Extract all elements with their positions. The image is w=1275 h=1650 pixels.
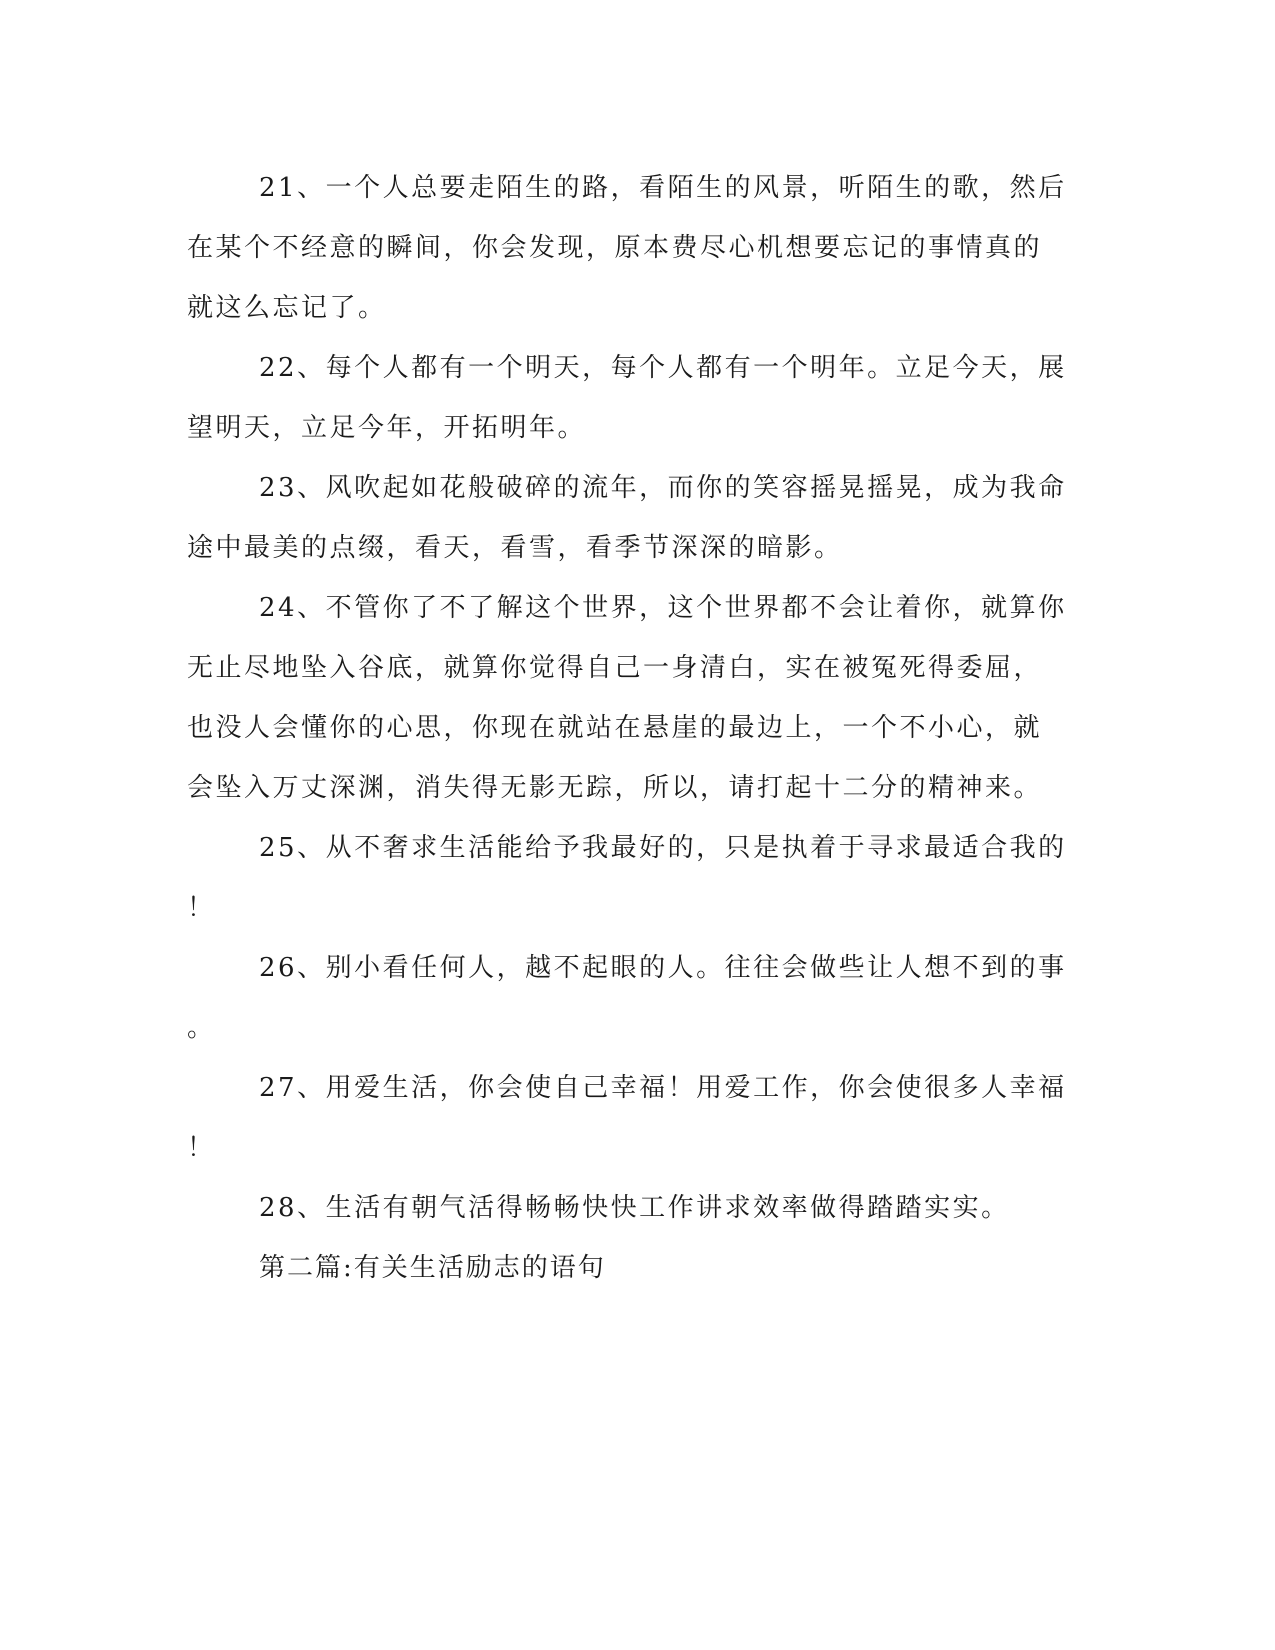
paragraph-27-line-1: 27、用爱生活，你会使自己幸福！用爱工作，你会使很多人幸福 [259,1073,1067,1103]
paragraph-24-line-3: 也没人会懂你的心思，你现在就站在悬崖的最边上，一个不小心，就 [187,713,1043,743]
paragraph-28-line-1: 28、生活有朝气活得畅畅快快工作讲求效率做得踏踏实实。 [259,1193,1010,1223]
paragraph-22-line-2: 望明天，立足今年，开拓明年。 [187,413,587,443]
paragraph-23-line-1: 23、风吹起如花般破碎的流年，而你的笑容摇晃摇晃，成为我命 [259,473,1067,503]
paragraph-25-line-1: 25、从不奢求生活能给予我最好的，只是执着于寻求最适合我的 [259,833,1067,863]
paragraph-22-line-1: 22、每个人都有一个明天，每个人都有一个明年。立足今天，展 [259,353,1067,383]
paragraph-26-line-2: 。 [187,1013,216,1043]
paragraph-24-line-2: 无止尽地坠入谷底，就算你觉得自己一身清白，实在被冤死得委屈， [187,653,1043,683]
paragraph-21-line-2: 在某个不经意的瞬间，你会发现，原本费尽心机想要忘记的事情真的 [187,233,1043,263]
paragraph-24-line-1: 24、不管你了不了解这个世界，这个世界都不会让着你，就算你 [259,593,1067,623]
paragraph-25-line-2: ！ [187,893,216,923]
paragraph-21-line-3: 就这么忘记了。 [187,293,387,323]
paragraph-27-line-2: ！ [187,1133,216,1163]
paragraph-23-line-2: 途中最美的点缀，看天，看雪，看季节深深的暗影。 [187,533,843,563]
section-heading: 第二篇:有关生活励志的语句 [259,1253,606,1283]
paragraph-26-line-1: 26、别小看任何人，越不起眼的人。往往会做些让人想不到的事 [259,953,1067,983]
paragraph-21-line-1: 21、一个人总要走陌生的路，看陌生的风景，听陌生的歌，然后 [259,173,1067,203]
paragraph-24-line-4: 会坠入万丈深渊，消失得无影无踪，所以，请打起十二分的精神来。 [187,773,1043,803]
